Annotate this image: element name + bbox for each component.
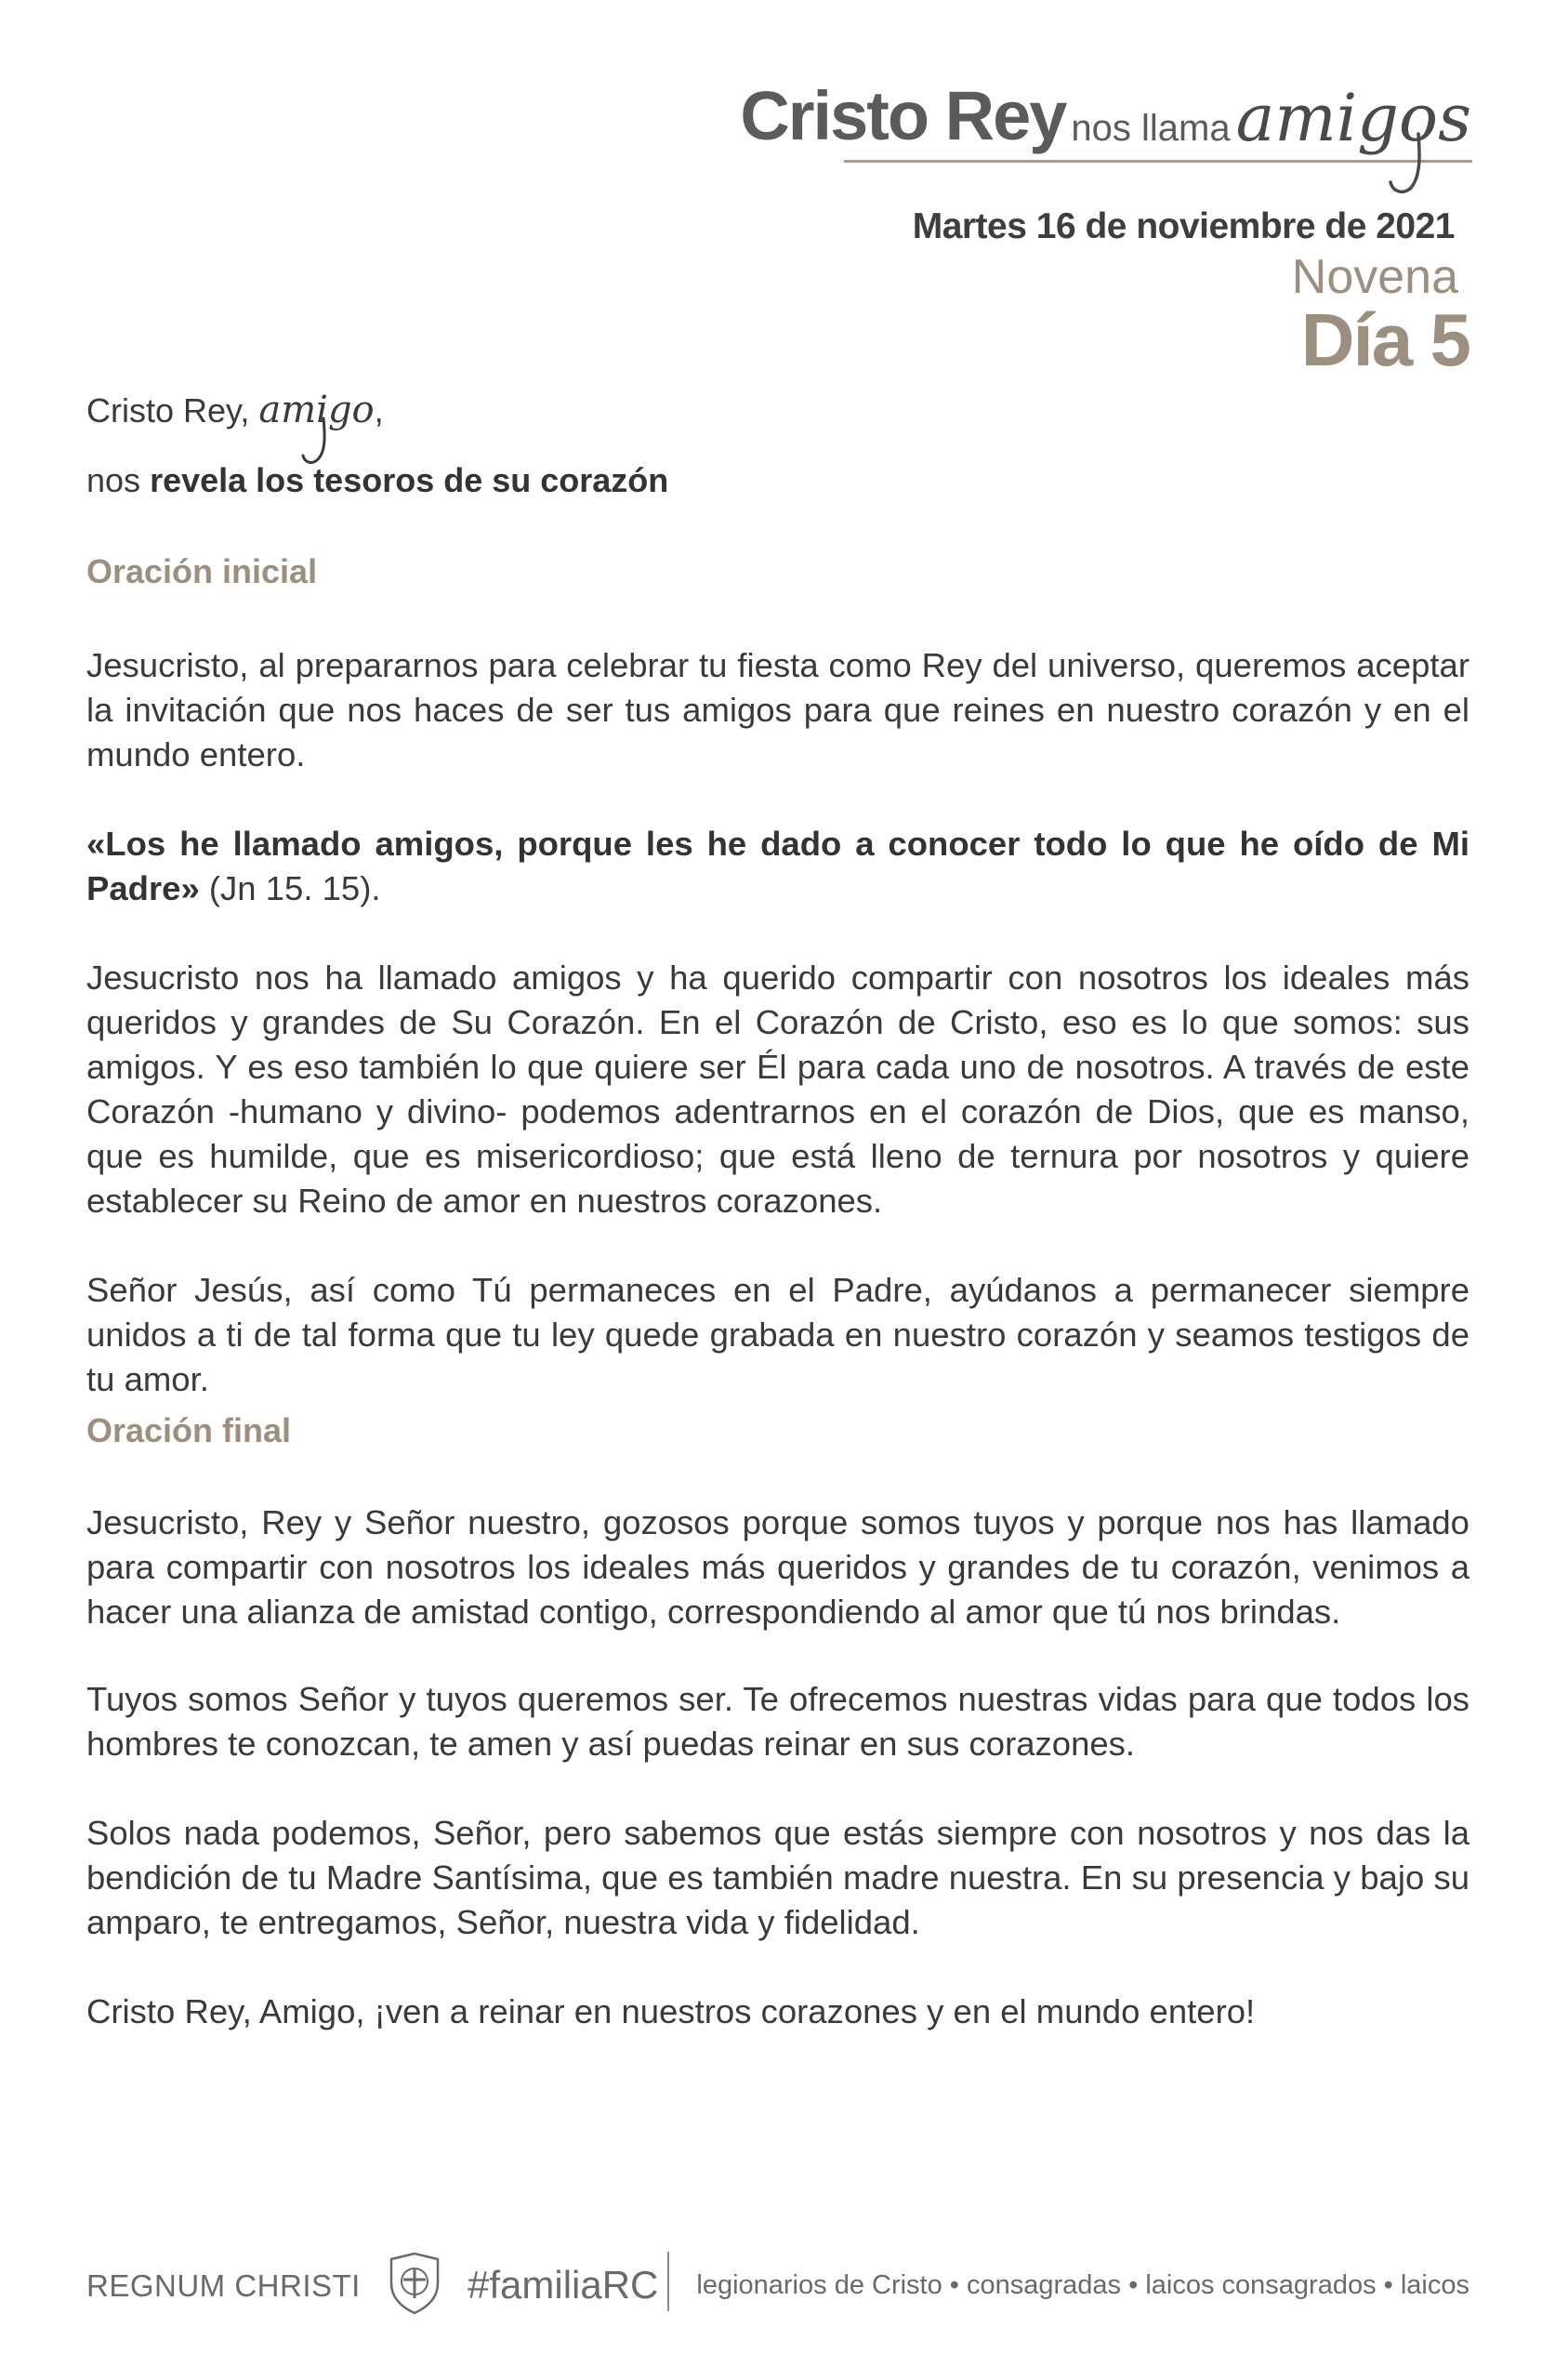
final-prayer-heading: Oración final <box>86 1411 292 1449</box>
brand-underline <box>844 160 1472 163</box>
footer-org: REGNUM CHRISTI <box>86 2268 361 2303</box>
day-label: Día 5 <box>1300 298 1469 381</box>
footer-branches: legionarios de Cristo • consagradas • laicos consagrados • laicos <box>696 2270 1469 2300</box>
intro-line2-bold: revela los tesoros de su corazón <box>150 461 669 499</box>
intro-line2-prefix: nos <box>86 461 141 499</box>
footer-divider <box>667 2252 669 2311</box>
scripture-quote <box>86 822 1469 911</box>
date-label: Martes 16 de noviembre de 2021 <box>912 206 1455 246</box>
intro-prefix: Cristo Rey, <box>86 391 250 430</box>
brand-middle: nos llama <box>1071 108 1231 149</box>
brand-title <box>740 77 1471 156</box>
quote-reference: (Jn 15. 15). <box>208 869 381 907</box>
intro-script-word: amigo <box>258 389 375 431</box>
paragraph-1: Jesucristo, al prepararnos para celebrar tu fiesta como Rey del universo, queremos aceptar la invitación que nos haces de ser tus amigos para que reines en nuestro corazón y en el mundo entero. <box>86 646 1469 774</box>
novena-label: Novena <box>1291 250 1458 304</box>
intro-comma: , <box>374 391 384 430</box>
paragraph-5: Tuyos somos Señor y tuyos queremos ser. Te ofrecemos nuestras vidas para que todos los hombres te conozcan, te amen y así puedas reinar en sus corazones. <box>86 1680 1469 1763</box>
paragraph-4: Jesucristo, Rey y Señor nuestro, gozosos porque somos tuyos y porque nos has llamado para compartir con nosotros los ideales más queridos y grandes de tu corazón, venimos a hacer una alianza de amistad contigo, correspondiendo al amor que tú nos brindas. <box>86 1503 1469 1631</box>
brand-script: amigos <box>1235 80 1471 156</box>
intro-line-2 <box>86 461 668 500</box>
regnum-christi-shield-icon <box>386 2252 443 2315</box>
paragraph-7: Cristo Rey, Amigo, ¡ven a reinar en nuestros corazones y en el mundo entero! <box>86 1992 1256 2030</box>
script-flourish-icon <box>1383 130 1439 197</box>
footer <box>86 2252 1469 2317</box>
paragraph-2: Jesucristo nos ha llamado amigos y ha querido compartir con nosotros los ideales más queridos y grandes de Su Corazón. En el Corazón de Cristo, eso es lo que somos: sus amigos. Y es eso también lo que quiere ser Él para cada uno de nosotros. A través de este Corazón -humano y divino- podemos adentrarnos en el corazón de Dios, que es manso, que es humilde, que es misericordioso; que está lleno de ternura por nosotros y quiere establecer su Reino de amor en nuestros corazones. <box>86 959 1469 1220</box>
footer-hashtag: #familiaRC <box>468 2263 659 2307</box>
quote-text: «Los he llamado amigos, porque les he dado a conocer todo lo que he oído de Mi Padre» <box>86 825 1469 907</box>
brand-main: Cristo Rey <box>740 77 1066 154</box>
paragraph-3: Señor Jesús, así como Tú permaneces en el Padre, ayúdanos a permanecer siempre unidos a ti de tal forma que tu ley quede grabada en nuestro corazón y seamos testigos de tu amor. <box>86 1271 1469 1398</box>
initial-prayer-heading: Oración inicial <box>86 552 318 590</box>
paragraph-6: Solos nada podemos, Señor, pero sabemos que estás siempre con nosotros y nos das la bendición de tu Madre Santísima, que es también madre nuestra. En su presencia y bajo su amparo, te entregamos, Señor, nuestra vida y fidelidad. <box>86 1814 1469 1941</box>
